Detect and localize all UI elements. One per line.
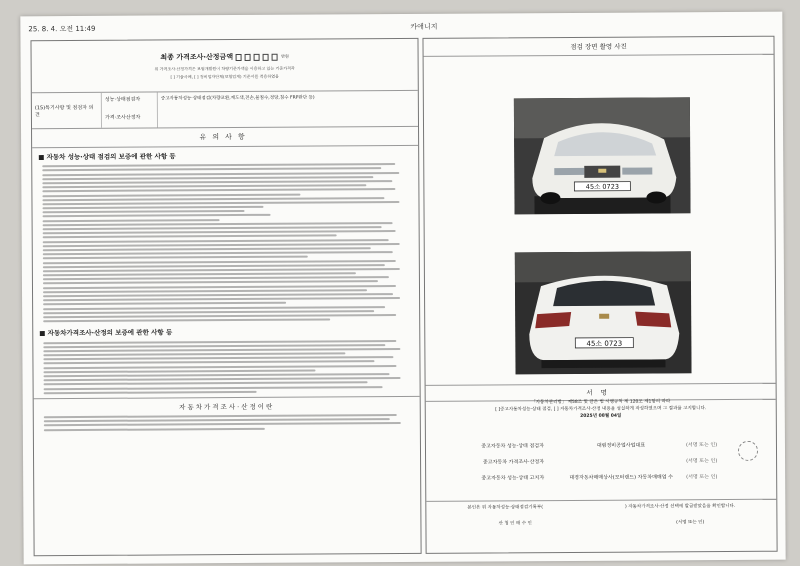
appraisal-section-heading: ■ 자동차가격조사·산정의 보증에 관한 사항 등 <box>39 328 173 338</box>
appraisal-section-body <box>33 339 419 394</box>
inspection-document-page <box>20 12 785 565</box>
appraisal-definition-body <box>34 414 420 431</box>
buyer-signature-row: 산 청 인 매 수 인 (서명 또는 인) <box>498 520 705 527</box>
notifier-signature-row: 중고자동차 성능·상태 고지자 대경자동차매매상사(모터랜드) 자동차매매업 수 (서명 또는 인) <box>481 474 718 482</box>
final-price-unit: 만원 <box>281 53 289 59</box>
price-basis-options: [ ] 기술사례, [ ] 정비업자단체(보험업계) 기준서를 적용하였음 <box>170 73 279 80</box>
price-basis-text: 위 가격조사·산정가격은 보험개발원이 차량기준가액을 이용하고 있는 기준가격과 <box>154 65 295 72</box>
appraiser-signature-row: 중고자동차 가격조사·산정자 (서명 또는 인) <box>482 458 718 466</box>
appraiser-label: 가격·조사산정자 <box>102 110 158 128</box>
notice-heading: 유의사항 <box>32 127 418 148</box>
company-seal <box>738 441 758 461</box>
rear-plate-text: 45소 0723 <box>586 339 623 348</box>
inspector-label: 성능·상태점검자 <box>102 92 158 110</box>
front-plate-text: 45소 0723 <box>585 182 619 191</box>
rear-car-image <box>515 251 692 374</box>
special-notes-label: (15)특기사항 및 점검자 의견 <box>32 93 102 128</box>
print-timestamp: 25. 8. 4. 오전 11:49 <box>28 24 96 34</box>
inspector-value: 중고자동차성능·상태점검(차량교환,재도색,전손,물침수,정당,침수 FRP판단 등) <box>160 95 315 102</box>
signature-date: 2025년 08월 04일 <box>580 413 622 419</box>
final-price-title: 최종 가격조사·산정금액 <box>160 53 234 62</box>
print-page-title: 카애니지 <box>410 22 438 31</box>
warranty-section-heading: ■ 자동차 성능·상태 점검의 보증에 관한 사항 등 <box>38 152 176 162</box>
inspector-signature-row: 중고자동차 성능·상태 점검자 대림정비공업사업대표 (서명 또는 인) <box>481 442 718 450</box>
photo-heading: 점검 장면 촬영 사진 <box>423 37 773 57</box>
warranty-section-body <box>32 163 419 322</box>
notice-column <box>30 38 421 556</box>
photo-signature-column <box>422 36 777 554</box>
front-car-photo <box>514 97 691 214</box>
buyer-confirmation-row: 본인은 위 자동차성능·상태점검기록부( ) 자동차가격조사·산정 선택에 발급받았음을 확인합니다. <box>426 499 776 511</box>
front-car-image <box>514 97 691 214</box>
signature-heading: 서명 <box>426 383 776 402</box>
appraisal-definition-heading: 자동차가격조사·산정이란 <box>34 396 420 414</box>
rear-car-photo <box>515 251 692 374</box>
signature-note: 「자동차관리법」 제58조 및 같은 법 시행규칙 제 120조 제1항의 따라 [ ]중고자동차성능·상태 점검, [ ] 자동차가격조사·산정 내용을 성실하게 작성하였으며 그 결과를 고지합니다. 2025년 08월 04일 <box>426 399 776 421</box>
final-price-box <box>31 39 417 93</box>
inspector-info-table <box>32 91 418 129</box>
